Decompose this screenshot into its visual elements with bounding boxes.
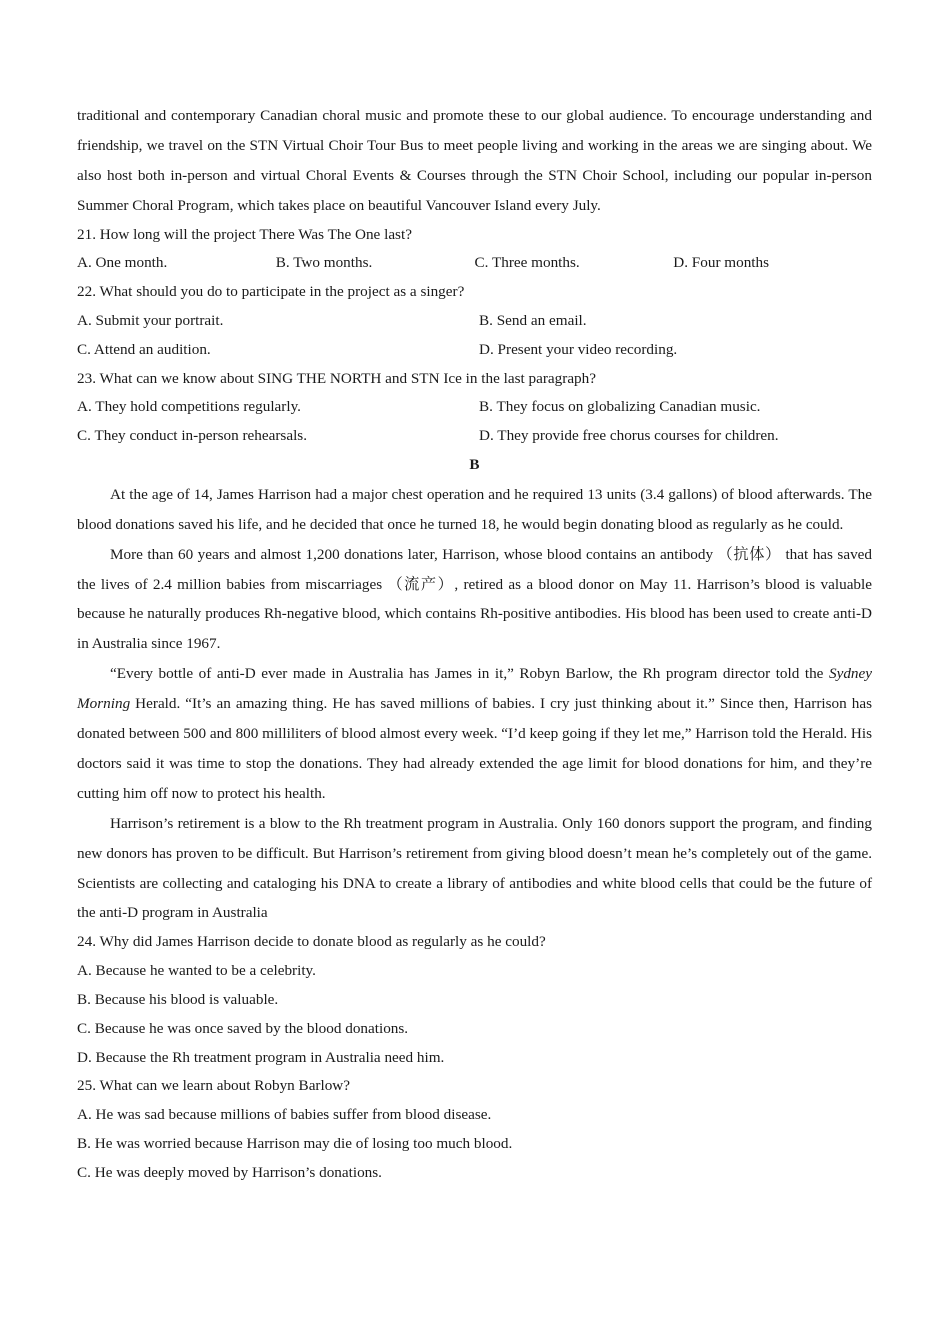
option: D. Because the Rh treatment program in Australia need him. xyxy=(77,1048,445,1066)
option: C. They conduct in-person rehearsals. xyxy=(77,427,307,445)
option: C. Three months. xyxy=(474,254,580,272)
question-22-stem: 22. What should you do to participate in the project as a singer? xyxy=(77,283,465,301)
question-23-options-row-1 xyxy=(77,393,872,422)
passage-b-paragraph-1: At the age of 14, James Harrison had a major chest operation and he required 13 units (3.4 gallons) of blood afterwards. The blood donations saved his life, and he decided that once he turned 18, he would begin donating blood as regularly as he could. xyxy=(77,485,872,533)
passage-b-paragraph-2: More than 60 years and almost 1,200 donations later, Harrison, whose blood contains an antibody （抗体） that has saved the lives of 2.4 million babies from miscarriages （流产）, retired as a blood donor on May 11. Harrison’s blood is valuable because he naturally produces Rh-negative blood, which contains Rh-positive antibodies. His blood has been used to create anti-D in Australia since 1967. xyxy=(77,545,872,653)
section-b-title: B xyxy=(469,456,480,473)
option: C. He was deeply moved by Harrison’s donations. xyxy=(77,1163,382,1181)
option: B. Two months. xyxy=(275,254,373,272)
option: A. Submit your portrait. xyxy=(77,312,224,330)
option: B. They focus on globalizing Canadian music. xyxy=(479,398,761,416)
question-21-options xyxy=(77,249,872,278)
option: A. He was sad because millions of babies suffer from blood disease. xyxy=(77,1106,492,1124)
question-23-options-row-2 xyxy=(77,422,872,451)
option: C. Because he was once saved by the blood donations. xyxy=(77,1019,409,1037)
paragraph-3-text-start: “Every bottle of anti-D ever made in Australia has James in it,” Robyn Barlow, the Rh program director told the xyxy=(110,665,829,683)
option: D. Four months xyxy=(673,254,770,272)
option: B. Send an email. xyxy=(479,312,587,330)
question-24-stem: 24. Why did James Harrison decide to donate blood as regularly as he could? xyxy=(77,933,546,951)
option: B. He was worried because Harrison may die of losing too much blood. xyxy=(77,1134,513,1152)
question-22-options-row-2 xyxy=(77,336,872,365)
page-content xyxy=(77,101,872,1188)
option: A. Because he wanted to be a celebrity. xyxy=(77,962,316,980)
passage-b-paragraph-3 xyxy=(77,659,872,809)
option: A. They hold competitions regularly. xyxy=(77,398,301,416)
question-25-stem: 25. What can we learn about Robyn Barlow? xyxy=(77,1077,351,1095)
option: D. Present your video recording. xyxy=(479,340,678,358)
question-23-stem: 23. What can we know about SING THE NORTH and STN Ice in the last paragraph? xyxy=(77,369,596,387)
option: D. They provide free chorus courses for children. xyxy=(479,427,779,445)
passage-b-paragraph-4: Harrison’s retirement is a blow to the Rh treatment program in Australia. Only 160 donors support the program, and finding new donors has proven to be difficult. But Harrison’s retirement from giving blood doesn’t mean he’s completely out of the game. Scientists are collecting and cataloging his DNA to create a library of antibodies and white blood cells that could be the future of the anti-D program in Australia xyxy=(77,814,872,922)
option: C. Attend an audition. xyxy=(77,340,211,358)
question-22-options-row-1 xyxy=(77,307,872,336)
option: A. One month. xyxy=(77,254,168,272)
question-21-stem: 21. How long will the project There Was The One last? xyxy=(77,225,412,243)
option: B. Because his blood is valuable. xyxy=(77,990,279,1008)
passage-a-tail: traditional and contemporary Canadian choral music and promote these to our global audience. To encourage understanding and friendship, we travel on the STN Virtual Choir Tour Bus to meet people living and working in the areas we are singing about. We also host both in-person and virtual Choral Events & Courses through the STN Choir School, including our popular in-person Summer Choral Program, which takes place on beautiful Vancouver Island every July. xyxy=(77,107,872,214)
newspaper-name: Sydney Morning xyxy=(77,665,872,713)
paragraph-3-text-end: Herald. “It’s an amazing thing. He has saved millions of babies. I cry just thinking about it.” Since then, Harrison has donated between 500 and 800 milliliters of blood almost every week. “I’d keep going if they let me,” Harrison told the Herald. His doctors said it was time to stop the donations. They had already extended the age limit for blood donations for him, and they’re cutting him off now to protect his health. xyxy=(77,695,873,802)
